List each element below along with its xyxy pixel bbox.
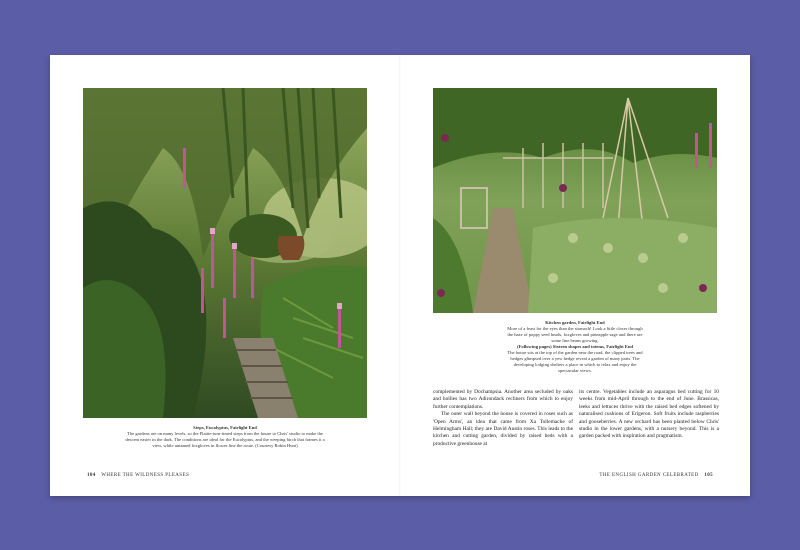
body-text-column-2 xyxy=(579,389,719,441)
caption-body: The gardens are on many levels, so the Flattie-turn-timed steps from the house to Chris' studio to make the descent easier in the dark. The conditions are ideal for the Eucalyptus, and the weeping birch that frames it a view, while untamed foxgloves in flower line the route. (Courtesy Robin Hunt) xyxy=(125,431,325,448)
paragraph: its centre. Vegetables include an asparagus bed cutting for 10 weeks from mid-April through to the end of June. Brassicas, leeks and lettuces thrive with the raised bed edges softened by naturalised cushions of Erigeron. Soft fruits include raspberries and gooseberries. A new orchard has been planted below Chris' studio in the lower gardens, with a nursery beyond. This is a garden packed with inspiration and pragmatism. xyxy=(579,389,719,440)
running-head: WHERE THE WILDNESS PLEASES xyxy=(101,473,190,478)
garden-steps-photo xyxy=(83,88,367,418)
caption-title: Kitchen garden, Fairlight End xyxy=(545,320,605,325)
book-spread xyxy=(50,55,750,496)
right-page-footer xyxy=(599,473,717,478)
paragraph: The outer wall beyond the house is covered in roses such as 'Open Arms', an idea that came from Xa Tollemache of Helmingham Hall; they are David Austin roses. This leads to the kitchen and cutting garden, divided by raised beds with a productive greenhouse at xyxy=(433,411,573,447)
caption-body: More of a feast for the eyes than the stomach! Look a little closer through the haze of poppy seed heads, foxgloves and pineapple sage and there are some fine beans growing. xyxy=(507,326,643,343)
following-pages-caption xyxy=(505,344,645,374)
kitchen-garden-photo xyxy=(433,88,717,313)
page-number: 105 xyxy=(704,473,713,478)
kitchen-garden-caption xyxy=(505,320,645,344)
left-page-footer xyxy=(83,473,189,478)
body-text-column-1 xyxy=(433,389,573,448)
paragraph: complemented by Dochampsia. Another area secluded by oaks and hollies has two Adirondack recliners from which to enjoy further contemplations. xyxy=(433,389,573,410)
caption-body: The house sits at the top of the garden near the road, the clipped trees and hedges glimpsed over a yew hedge reveal a garden of many parts. The developing lodging shelters a place in which to relax and enjoy the spectacular views. xyxy=(507,350,643,373)
running-head: THE ENGLISH GARDEN CELEBRATED xyxy=(599,473,699,478)
page-number: 104 xyxy=(87,473,96,478)
caption-title: (Following pages) Sixteen shapes and totems, Fairlight End xyxy=(517,344,633,349)
book-gutter xyxy=(399,55,401,496)
left-photo-caption xyxy=(120,425,330,449)
caption-title: Steps, Eucalyptus, Fairlight End xyxy=(193,425,257,430)
